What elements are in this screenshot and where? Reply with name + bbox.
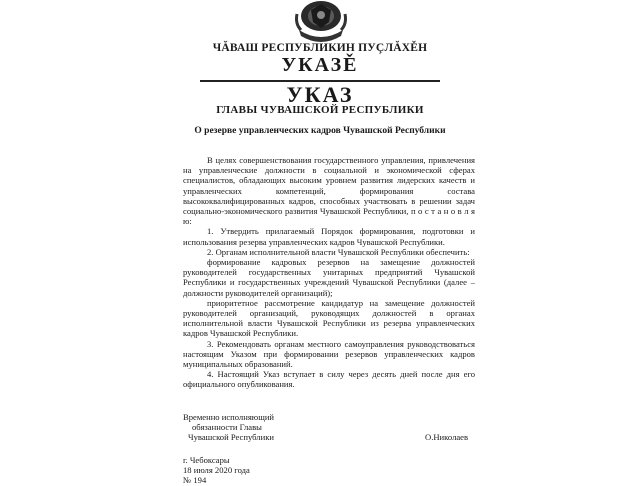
- paragraph: приоритетное рассмотрение кандидатур на замещение должностей руководителей организаций, руководящих должностей в органах исполнительной власти Чувашской Республики из резерва управленческих кадров Чувашской Республики.: [183, 297, 475, 339]
- signer-title-line: обязанности Главы: [192, 422, 262, 433]
- paragraph: В целях совершенствования государственного управления, привлечения на управленческие должности в социальной и экономической сферах специалистов, обладающих высоким уровнем развития лидерских качеств и управленческих компетенций, формирования состава высококвалифицированных кадров, способных участвовать в решении задач социально-экономического развития Чувашской Республики, п о с т а н о в л я ю:: [183, 155, 475, 227]
- paragraph: формирование кадровых резервов на замещение должностей руководителей государственных унитарных предприятий Чувашской Республики и государственных учреждений Чувашской Республики (далее – должности руководителей организаций);: [183, 257, 475, 298]
- chuvash-header-line: ЧĂВАШ РЕСПУБЛИКИН ПУÇЛĂХĚН: [212, 42, 428, 54]
- chuvash-decree-title: УКАЗĚ: [281, 54, 359, 76]
- decree-number: № 194: [183, 475, 207, 486]
- paragraph: 1. Утвердить прилагаемый Порядок формирования, подготовки и использования резерва управленческих кадров Чувашской Республики.: [183, 226, 475, 247]
- russian-decree-title: УКАЗ: [286, 82, 354, 107]
- signer-title-line: [183, 432, 483, 442]
- signer-name: О.Николаев: [425, 432, 469, 443]
- paragraph: 4. Настоящий Указ вступает в силу через десять дней после дня его официального опубликования.: [183, 369, 475, 390]
- paragraph: 3. Рекомендовать органам местного самоуправления руководствоваться настоящим Указом при формировании резервов управленческих кадров муниципальных образований.: [183, 338, 475, 370]
- signature-block: [183, 412, 483, 443]
- place-date-block: [183, 455, 250, 486]
- document-body: [183, 155, 475, 390]
- city: г. Чебоксары: [183, 455, 230, 465]
- date: 18 июля 2020 года: [183, 465, 250, 476]
- paragraph: 2. Органам исполнительной власти Чувашской Республики обеспечить:: [207, 246, 470, 257]
- coat-of-arms-icon: [293, 0, 349, 42]
- signer-title-text: Чувашской Республики: [188, 432, 274, 443]
- signer-title-line: Временно исполняющий: [183, 412, 275, 422]
- document-title: О резерве управленческих кадров Чувашской Республики: [194, 126, 446, 136]
- russian-header-subtitle: ГЛАВЫ ЧУВАШСКОЙ РЕСПУБЛИКИ: [216, 104, 424, 116]
